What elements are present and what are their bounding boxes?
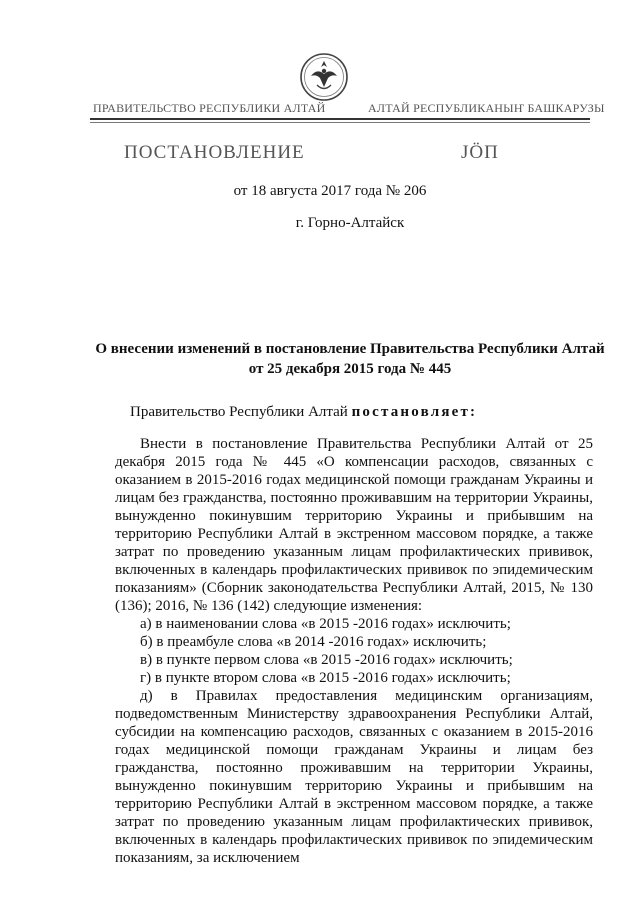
doc-type-ru: ПОСТАНОВЛЕНИЕ (124, 142, 305, 163)
preamble (130, 404, 477, 421)
list-item-g: г) в пункте втором слова «в 2015 -2016 годах» исключить; (140, 670, 511, 686)
document-body (115, 435, 593, 867)
paragraph-main: Внести в постановление Правительства Республики Алтай от 25 декабря 2015 года № 445 «О компенсации расходов, связанных с оказанием в 2015-2016 годах медицинской помощи гражданам Украины и лицам без гражданства, постоянно проживавшим на территории Украины, вынужденно покинувшим территорию Украины и прибывшим на территорию Республики Алтай в экстренном массовом порядке, а также затрат по проведению указанным лицам профилактических прививок, включенных в календарь профилактических прививок по эпидемическим показаниям» (Сборник законодательства Республики Алтай, 2015, № 130 (136); 2016, № 136 (142) следующие изменения: (115, 436, 593, 614)
republic-altai-emblem-icon (299, 52, 349, 102)
list-item-a: а) в наименовании слова «в 2015 -2016 годах» исключить; (140, 616, 511, 632)
city: г. Горно-Алтайск (295, 215, 405, 231)
date-number: от 18 августа 2017 года № 206 (233, 183, 427, 199)
preamble-verb: постановляет: (351, 404, 478, 420)
list-item-d: д) в Правилах предоставления медицинским организациям, подведомственным Министерству здравоохранения Республики Алтай, субсидии на компенсацию расходов, связанных с оказанием в 2015-2016 годах медицинской помощи гражданам Украины и лицам без гражданства, постоянно проживавшим на территории Украины, вынужденно покинувшим территорию Украины и прибывшим на территорию Республики Алтай в экстренном массовом порядке, а также затрат по проведению указанным лицам профилактических прививок, включенных в календарь профилактических прививок по эпидемическим показаниям, за исключением (115, 688, 593, 866)
list-item-v: в) в пункте первом слова «в 2015 -2016 годах» исключить; (140, 652, 513, 668)
header-org-alt: АЛТАЙ РЕСПУБЛИКАНЫҤ БАШКАРУЗЫ (368, 101, 605, 115)
header-divider (90, 118, 590, 120)
header-divider-thin (90, 122, 590, 123)
preamble-subject: Правительство Республики Алтай (130, 404, 348, 420)
doc-type-alt: JӦП (461, 142, 499, 163)
header-org-ru: ПРАВИТЕЛЬСТВО РЕСПУБЛИКИ АЛТАЙ (93, 101, 326, 115)
list-item-b: б) в преамбуле слова «в 2014 -2016 годах» исключить; (140, 634, 487, 650)
document-title: О внесении изменений в постановление Правительства Республики Алтай от 25 декабря 2015 года № 445 (95, 341, 605, 377)
